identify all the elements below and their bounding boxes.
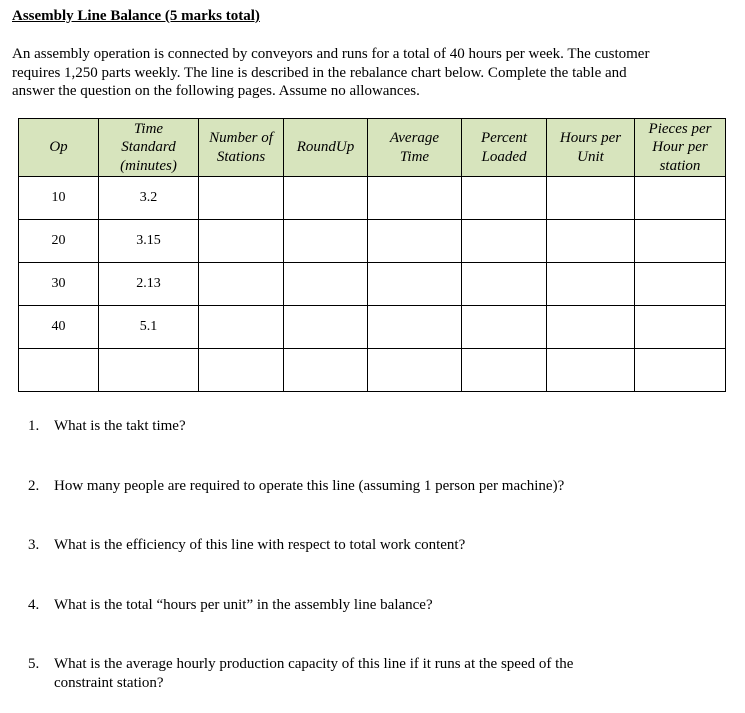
question-4 (28, 596, 728, 615)
cell-number-of-stations[interactable] (199, 177, 284, 220)
table-header-row (19, 119, 726, 177)
cell-number-of-stations[interactable] (199, 306, 284, 349)
cell-average-time[interactable] (368, 263, 462, 306)
cell-average-time[interactable] (368, 349, 462, 392)
question-3 (28, 536, 728, 555)
cell-op: 10 (19, 177, 99, 220)
question-2 (28, 477, 728, 496)
question-text: How many people are required to operate this line (assuming 1 person per machine)? (54, 478, 565, 494)
cell-percent-loaded[interactable] (462, 220, 547, 263)
cell-roundup[interactable] (284, 349, 368, 392)
question-5 (28, 655, 728, 693)
cell-roundup[interactable] (284, 263, 368, 306)
question-1 (28, 417, 728, 436)
cell-number-of-stations[interactable] (199, 349, 284, 392)
cell-number-of-stations[interactable] (199, 220, 284, 263)
cell-op: 30 (19, 263, 99, 306)
cell-pieces-per-hour[interactable] (635, 220, 726, 263)
cell-average-time[interactable] (368, 177, 462, 220)
cell-average-time[interactable] (368, 220, 462, 263)
header-pieces-per-hour: Pieces per Hour per station (635, 119, 726, 177)
intro-line: An assembly operation is connected by conveyors and runs for a total of 40 hours per week. The customer (12, 46, 650, 62)
question-number: 4. (28, 597, 40, 613)
cell-op: 40 (19, 306, 99, 349)
question-number: 2. (28, 478, 40, 494)
cell-pieces-per-hour[interactable] (635, 263, 726, 306)
header-op: Op (19, 119, 99, 177)
header-time-standard: Time Standard (minutes) (99, 119, 199, 177)
cell-roundup[interactable] (284, 220, 368, 263)
intro-paragraph (12, 45, 737, 101)
table-row (19, 220, 726, 263)
cell-percent-loaded[interactable] (462, 263, 547, 306)
header-number-of-stations: Number of Stations (199, 119, 284, 177)
table-row-totals (19, 349, 726, 392)
cell-hours-per-unit[interactable] (547, 177, 635, 220)
cell-pieces-per-hour[interactable] (635, 306, 726, 349)
cell-pieces-per-hour[interactable] (635, 349, 726, 392)
cell-time-standard: 3.15 (99, 220, 199, 263)
cell-hours-per-unit[interactable] (547, 220, 635, 263)
cell-average-time[interactable] (368, 306, 462, 349)
cell-time-standard: 3.2 (99, 177, 199, 220)
line-balance-table (18, 118, 726, 392)
table-row (19, 263, 726, 306)
cell-roundup[interactable] (284, 306, 368, 349)
page-title: Assembly Line Balance (5 marks total) (12, 8, 260, 24)
cell-roundup[interactable] (284, 177, 368, 220)
header-percent-loaded: Percent Loaded (462, 119, 547, 177)
question-text: What is the takt time? (54, 418, 186, 434)
intro-line: answer the question on the following pages. Assume no allowances. (12, 83, 420, 99)
question-number: 1. (28, 418, 40, 434)
question-text: What is the total “hours per unit” in the assembly line balance? (54, 597, 433, 613)
question-text: What is the efficiency of this line with respect to total work content? (54, 537, 466, 553)
table-row (19, 306, 726, 349)
cell-pieces-per-hour[interactable] (635, 177, 726, 220)
header-average-time: Average Time (368, 119, 462, 177)
cell-op[interactable] (19, 349, 99, 392)
question-text: What is the average hourly production capacity of this line if it runs at the speed of the (54, 656, 574, 672)
question-number: 5. (28, 656, 40, 672)
cell-percent-loaded[interactable] (462, 349, 547, 392)
cell-time-standard: 5.1 (99, 306, 199, 349)
header-roundup: RoundUp (284, 119, 368, 177)
cell-percent-loaded[interactable] (462, 177, 547, 220)
cell-hours-per-unit[interactable] (547, 306, 635, 349)
cell-hours-per-unit[interactable] (547, 349, 635, 392)
cell-op: 20 (19, 220, 99, 263)
question-number: 3. (28, 537, 40, 553)
question-text: constraint station? (54, 675, 164, 691)
cell-percent-loaded[interactable] (462, 306, 547, 349)
table-row (19, 177, 726, 220)
intro-line: requires 1,250 parts weekly. The line is described in the rebalance chart below. Complete the table and (12, 64, 627, 81)
header-hours-per-unit: Hours per Unit (547, 119, 635, 177)
cell-hours-per-unit[interactable] (547, 263, 635, 306)
cell-time-standard: 2.13 (99, 263, 199, 306)
cell-number-of-stations[interactable] (199, 263, 284, 306)
cell-time-standard[interactable] (99, 349, 199, 392)
